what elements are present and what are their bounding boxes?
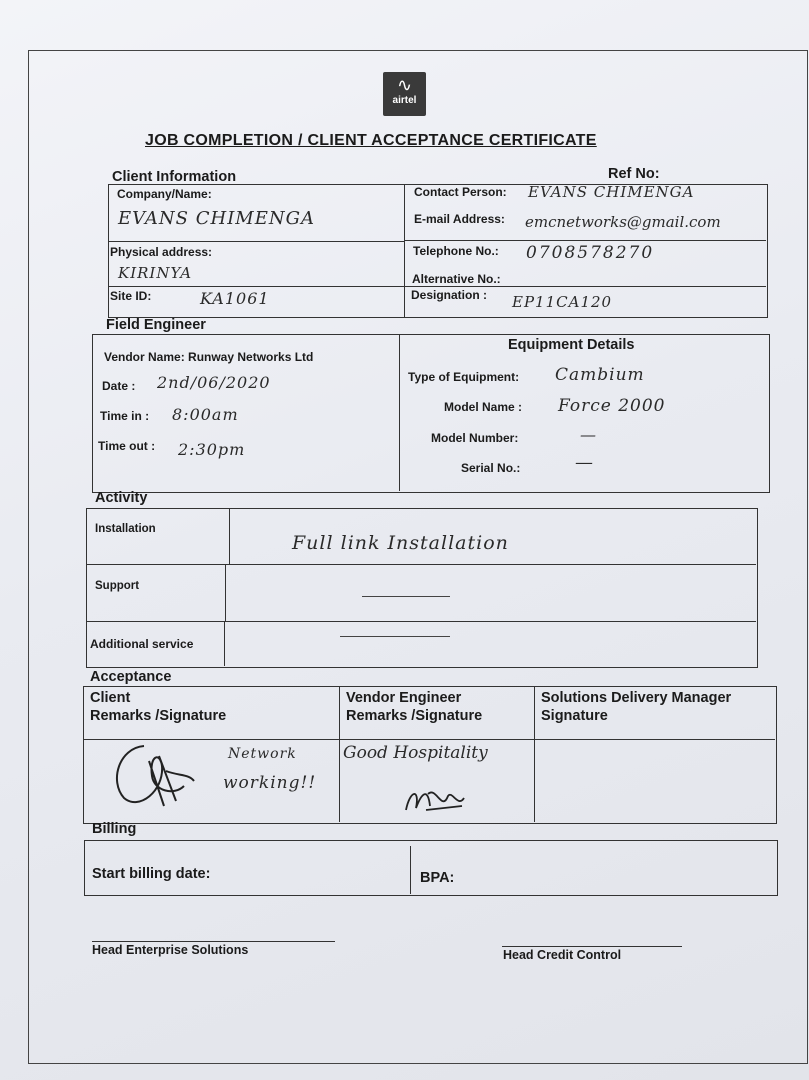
equipment-type-value: Cambium [555,365,645,385]
equipment-type-label: Type of Equipment: [408,370,520,384]
sdm-head-1: Solutions Delivery Manager [541,690,732,706]
time-out-value: 2:30pm [178,440,246,459]
email-label: E-mail Address: [414,212,505,226]
acceptance-col-line [534,686,535,822]
date-value: 2nd/06/2020 [157,373,271,392]
equipment-details-heading: Equipment Details [508,337,635,353]
start-billing-label: Start billing date: [92,866,211,882]
company-label: Company/Name: [117,187,212,201]
additional-blank-dash [340,636,450,637]
site-id-value: KA1061 [200,289,270,308]
installation-value: Full link Installation [292,532,509,554]
field-engineer-heading: Field Engineer [106,317,206,333]
client-info-divider [404,184,405,317]
head-credit-control: Head Credit Control [503,948,622,962]
time-in-value: 8:00am [172,405,239,424]
client-remark-line1: Network [228,746,297,762]
model-number-value: — [580,425,597,444]
physical-address-label: Physical address: [110,245,213,259]
vendor-name: Vendor Name: Runway Networks Ltd [104,350,314,364]
model-name-label: Model Name : [444,400,523,414]
serial-no-label: Serial No.: [461,461,521,475]
client-row-line [404,240,766,241]
left-signature-line [92,941,335,942]
contact-label: Contact Person: [414,185,507,199]
field-engineer-divider [399,334,400,491]
company-value: EVANS CHIMENGA [118,208,315,229]
client-row-line [108,241,404,242]
contact-value: EVANS CHIMENGA [528,183,695,201]
airtel-swirl-icon: ∿ [396,75,413,95]
installation-label: Installation [95,523,156,535]
activity-heading: Activity [95,490,148,506]
activity-col-line [224,621,225,666]
client-head-1: Client [90,690,131,706]
date-label: Date : [102,379,136,393]
client-remark-line2: working!! [223,773,317,793]
acceptance-col-line [339,686,340,822]
airtel-logo [383,72,426,116]
vendor-head-2: Remarks /Signature [346,708,483,724]
additional-service-label: Additional service [90,637,194,651]
designation-label: Designation : [411,288,488,302]
designation-value: EP11CA120 [512,293,613,311]
client-head-2: Remarks /Signature [90,708,227,724]
activity-row-line [86,621,756,622]
activity-col-line [229,508,230,565]
head-enterprise-solutions: Head Enterprise Solutions [92,943,249,957]
vendor-head-1: Vendor Engineer [346,690,462,706]
sdm-head-2: Signature [541,708,608,724]
activity-col-line [225,564,226,622]
serial-no-value: — [575,452,594,473]
billing-col-line [410,846,411,894]
logo-brand: airtel [392,95,417,106]
vendor-remark: Good Hospitality [343,743,488,763]
email-value: emcnetworks@gmail.com [525,213,721,231]
time-in-label: Time in : [100,409,150,423]
physical-address-value: KIRINYA [118,264,193,282]
model-name-value: Force 2000 [558,396,666,416]
site-id-label: Site ID: [110,289,152,303]
model-number-label: Model Number: [431,431,519,445]
bpa-label: BPA: [420,870,455,886]
acceptance-heading: Acceptance [90,669,172,685]
time-out-label: Time out : [98,439,156,453]
right-signature-line [502,946,682,947]
client-signature-scribble [104,736,204,816]
ref-no-label: Ref No: [608,166,660,182]
billing-heading: Billing [92,821,137,837]
client-info-heading: Client Information [112,169,237,185]
vendor-signature-scribble [398,782,468,816]
support-label: Support [95,580,140,592]
document-title: JOB COMPLETION / CLIENT ACCEPTANCE CERTIFICATE [145,132,597,149]
telephone-value: 0708578270 [526,243,655,263]
telephone-label: Telephone No.: [413,244,499,258]
client-row-line [108,286,766,287]
activity-row-line [86,564,756,565]
alternative-no-label: Alternative No.: [412,272,501,286]
support-blank-dash [362,596,450,597]
